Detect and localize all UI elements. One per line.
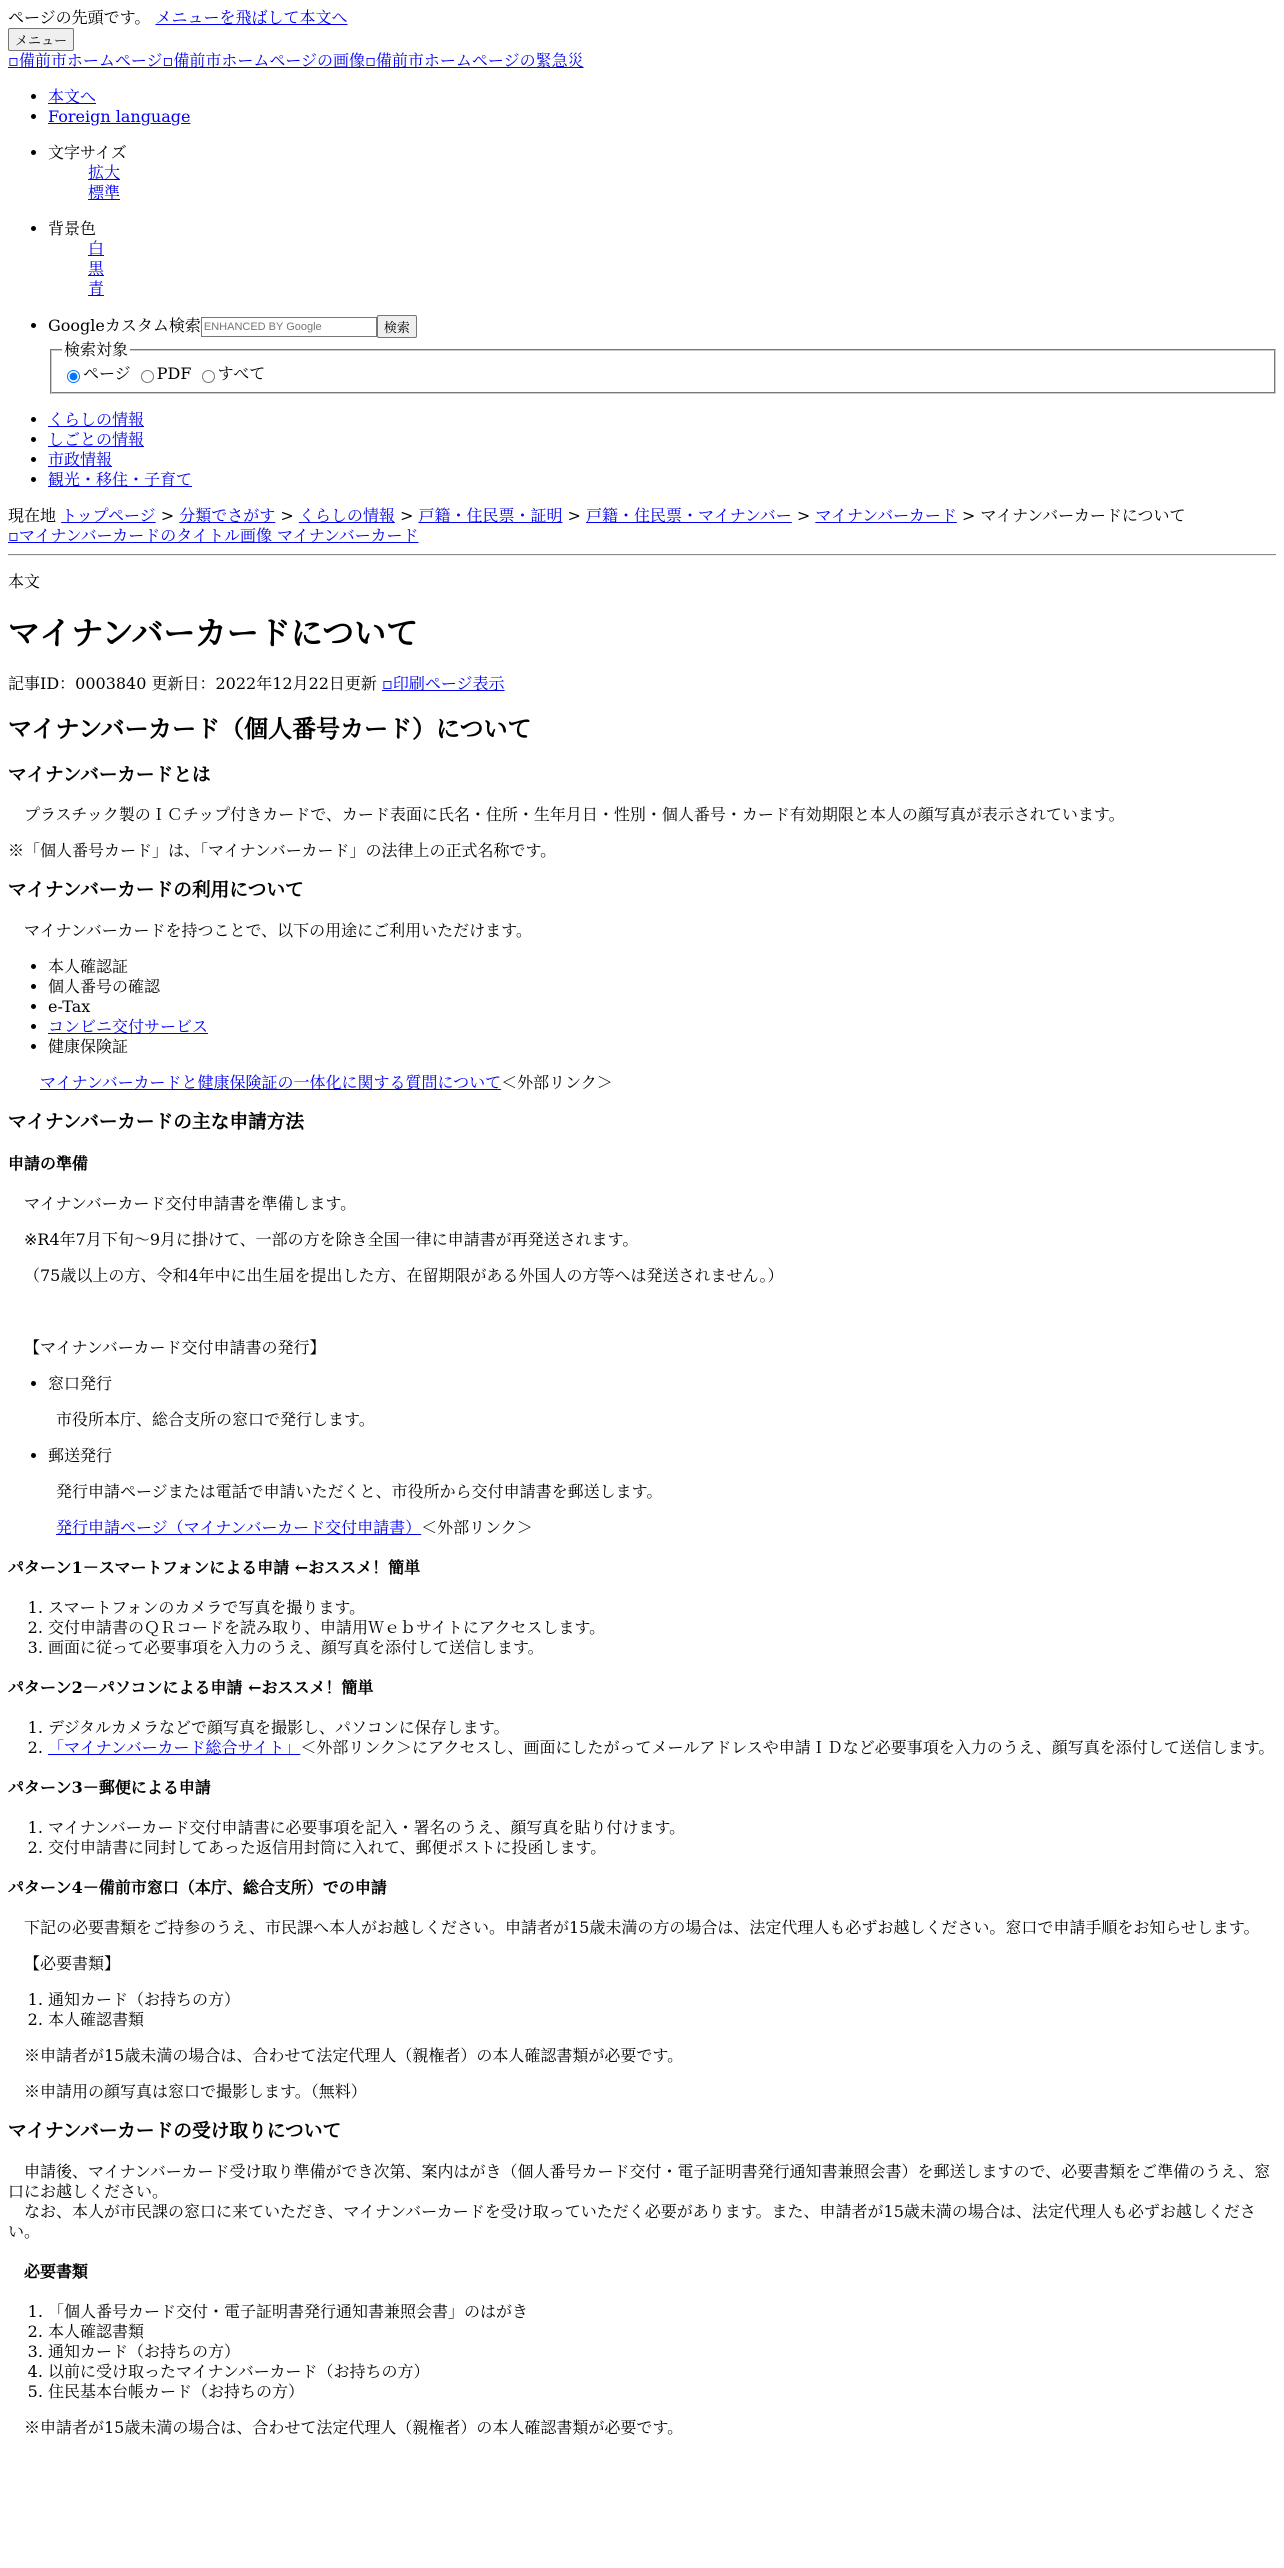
- list-item: • 郵送発行: [48, 1446, 1276, 1466]
- list-item: • 健康保険証: [48, 1037, 1276, 1057]
- list-item: 1. 「個人番号カード交付・電子証明書発行通知書兼照会書」のはがき: [48, 2302, 1276, 2322]
- list-item: 1. スマートフォンのカメラで写真を撮ります。: [48, 1598, 1276, 1618]
- pattern-1-steps: [8, 1598, 1276, 1658]
- pattern-2-steps: [8, 1718, 1276, 1758]
- section-title-mynumber: マイナンバーカード（個人番号カード）について: [8, 714, 532, 743]
- pattern-4-note-2: ※申請用の顔写真は窓口で撮影します。（無料）: [24, 2082, 367, 2102]
- breadcrumb-category[interactable]: 分類でさがす: [179, 506, 276, 525]
- issue-mail-text: 発行申請ページまたは電話で申請いただくと、市役所から交付申請書を郵送します。: [56, 1482, 663, 1502]
- bg-color-label: 背景色: [48, 219, 97, 238]
- what-is-text: プラスチック製のＩＣチップ付きカードで、カード表面に氏名・住所・生年月日・性別・個人番号・カード有効期限と本人の顔写真が表示されています。: [24, 805, 1125, 825]
- nav-tourism[interactable]: 観光・移住・子育て: [48, 470, 193, 489]
- nav-city-info[interactable]: 市政情報: [48, 450, 113, 469]
- breadcrumb: 現在地 トップページ > 分類でさがす > くらしの情報 > 戸籍・住民票・証明 > 戸籍・住民票・マイナンバー > マイナンバーカード > マイナンバーカードについて: [8, 506, 1186, 525]
- prep-text-3: （75歳以上の方、令和4年中に出生届を提出した方、在留期限がある外国人の方等へは発送されません。）: [24, 1266, 784, 1286]
- health-insurance-faq: マイナンバーカードと健康保険証の一体化に関する質問について＜外部リンク＞: [40, 1072, 613, 1092]
- broken-image-icon: ▫: [162, 51, 174, 70]
- spacer: [8, 1302, 1276, 1322]
- heading-what-is: マイナンバーカードとは: [8, 764, 211, 786]
- what-is-note: ※「個人番号カード」は、「マイナンバーカード」の法律上の正式名称です。: [8, 841, 557, 861]
- list-item: • 窓口発行: [48, 1374, 1276, 1394]
- usage-intro: マイナンバーカードを持つことで、以下の用途にご利用いただけます。: [24, 920, 532, 940]
- search-scope-legend: 検索対象: [64, 340, 129, 359]
- page-top-notice: ページの先頭です。: [8, 8, 151, 27]
- font-enlarge-link[interactable]: 拡大: [88, 163, 121, 182]
- bg-blue-link[interactable]: 青: [88, 279, 105, 298]
- scope-pdf-radio[interactable]: [141, 370, 154, 383]
- pattern-4-docs-heading: 【必要書類】: [24, 1954, 121, 1974]
- scope-all-radio[interactable]: [202, 370, 215, 383]
- article-meta: 記事ID：0003840 更新日：2022年12月22日更新 ▫印刷ページ表示: [8, 674, 505, 693]
- search-scope: 検索対象 ページ PDF すべて: [50, 340, 1276, 394]
- receive-docs-heading: 必要書類: [24, 2261, 89, 2281]
- heading-prep: 申請の準備: [8, 1154, 89, 1174]
- page-title: マイナンバーカードについて: [8, 614, 419, 652]
- nav-living[interactable]: くらしの情報: [48, 410, 145, 429]
- list-item: 2. 本人確認書類: [48, 2322, 1276, 2342]
- list-item: 2. 本人確認書類: [48, 2010, 1276, 2030]
- receive-text: 申請後、マイナンバーカード受け取り準備ができ次第、案内はがき（個人番号カード交付・電子証明書発行通知書兼照会書）を郵送しますので、必要書類をご準備のうえ、窓口にお越しください。 なお、本人が市民課の窓口に来ていただき、マイナンバーカードを受け取っていただく必要があります。また、申請者が15歳未満の場合は、法定代理人も必ずお越しください。: [8, 2161, 1271, 2241]
- list-item: 3. 画面に従って必要事項を入力のうえ、顔写真を添付して送信します。: [48, 1638, 1276, 1658]
- bg-color-controls: [8, 219, 1276, 299]
- breadcrumb-mynumber-card[interactable]: マイナンバーカード: [815, 506, 957, 525]
- pattern-3-steps: [8, 1818, 1276, 1858]
- mynumber-portal-link[interactable]: 「マイナンバーカード総合サイト」: [48, 1738, 301, 1758]
- emergency-banner-link[interactable]: ▫備前市ホームページの緊急災: [365, 51, 584, 70]
- receive-note: ※申請者が15歳未満の場合は、合わせて法定代理人（親権者）の本人確認書類が必要です。: [24, 2417, 684, 2437]
- divider: [8, 554, 1276, 556]
- skip-bar: [8, 8, 1276, 28]
- menu-button[interactable]: メニュー: [8, 28, 74, 51]
- skip-to-content-link[interactable]: メニューを飛ばして本文へ: [155, 8, 348, 27]
- banner-row: [8, 51, 1276, 71]
- prep-text-1: マイナンバーカード交付申請書を準備します。: [24, 1194, 357, 1214]
- broken-image-icon: ▫: [8, 51, 19, 70]
- issue-mail: [8, 1446, 1276, 1466]
- prep-text-2: ※R4年7月下旬～9月に掛けて、一部の方を除き全国一律に申請書が再発送されます。: [24, 1230, 639, 1250]
- breadcrumb-mynumber-register[interactable]: 戸籍・住民票・マイナンバー: [586, 506, 792, 525]
- issue-window-text: 市役所本庁、総合支所の窓口で発行します。: [56, 1410, 375, 1430]
- title-image-link[interactable]: ▫マイナンバーカードのタイトル画像 マイナンバーカード: [8, 526, 419, 545]
- list-item: 1. デジタルカメラなどで顔写真を撮影し、パソコンに保存します。: [48, 1718, 1276, 1738]
- list-item: 1. 通知カード（お持ちの方）: [48, 1990, 1276, 2010]
- convenience-store-link[interactable]: コンビニ交付サービス: [48, 1016, 209, 1036]
- nav-work[interactable]: しごとの情報: [48, 430, 145, 449]
- print-page-link[interactable]: ▫印刷ページ表示: [382, 674, 505, 693]
- breadcrumb-current: マイナンバーカードについて: [980, 506, 1186, 525]
- site-search: [8, 315, 1276, 338]
- font-standard-link[interactable]: 標準: [88, 183, 121, 202]
- list-item: 2. 「マイナンバーカード総合サイト」＜外部リンク＞にアクセスし、画面にしたがってメールアドレスや申請ＩＤなど必要事項を入力のうえ、顔写真を添付して送信します。: [48, 1738, 1276, 1758]
- list-item: • 個人番号の確認: [48, 977, 1276, 997]
- heading-usage: マイナンバーカードの利用について: [8, 879, 304, 902]
- list-item: • e-Tax: [48, 997, 1276, 1017]
- bg-black-link[interactable]: 黒: [88, 259, 105, 278]
- pattern-4-text: 下記の必要書類をご持参のうえ、市民課へ本人がお越しください。申請者が15歳未満の方の場合は、法定代理人も必ずお越しください。窓口で申請手順をお知らせします。: [24, 1918, 1260, 1938]
- issue-request-link[interactable]: 発行申請ページ（マイナンバーカード交付申請書）: [56, 1518, 422, 1538]
- global-nav: [8, 410, 1276, 490]
- heading-receive: マイナンバーカードの受け取りについて: [8, 2120, 342, 2143]
- list-item: 4. 以前に受け取ったマイナンバーカード（お持ちの方）: [48, 2362, 1276, 2382]
- list-item: 1. マイナンバーカード交付申請書に必要事項を記入・署名のうえ、顔写真を貼り付けます。: [48, 1818, 1276, 1838]
- heading-pattern-4: パターン4－備前市窓口（本庁、総合支所）での申請: [8, 1878, 387, 1898]
- title-image-row: [8, 526, 1276, 546]
- health-insurance-faq-link[interactable]: マイナンバーカードと健康保険証の一体化に関する質問について: [40, 1072, 502, 1092]
- breadcrumb-family-register[interactable]: 戸籍・住民票・証明: [418, 506, 563, 525]
- search-label: Googleカスタム検索: [48, 316, 201, 335]
- home-image-link[interactable]: ▫備前市ホームページの画像: [162, 51, 366, 70]
- foreign-language-link[interactable]: Foreign language: [48, 107, 191, 126]
- search-input[interactable]: [201, 317, 377, 337]
- list-item: 2. 交付申請書に同封してあった返信用封筒に入れて、郵便ポストに投函します。: [48, 1838, 1276, 1858]
- breadcrumb-living[interactable]: くらしの情報: [298, 506, 395, 525]
- to-content-link[interactable]: 本文へ: [48, 87, 97, 106]
- font-size-label: 文字サイズ: [48, 143, 127, 162]
- issue-window: [8, 1374, 1276, 1394]
- scope-page-radio[interactable]: [67, 370, 80, 383]
- receive-docs: [8, 2302, 1276, 2402]
- bg-white-link[interactable]: 白: [88, 239, 105, 258]
- list-item: 5. 住民基本台帳カード（お持ちの方）: [48, 2382, 1276, 2402]
- heading-pattern-2: パターン2－パソコンによる申請 ←おススメ！簡単: [8, 1678, 374, 1698]
- pattern-4-note-1: ※申請者が15歳未満の場合は、合わせて法定代理人（親権者）の本人確認書類が必要です。: [24, 2046, 684, 2066]
- list-item: • 本人確認証: [48, 957, 1276, 977]
- list-item: 2. 交付申請書のＱＲコードを読み取り、申請用Ｗｅｂサイトにアクセスします。: [48, 1618, 1276, 1638]
- search-button[interactable]: 検索: [377, 315, 417, 338]
- issue-mail-link-row: 発行申請ページ（マイナンバーカード交付申請書）＜外部リンク＞: [56, 1518, 533, 1538]
- breadcrumb-top[interactable]: トップページ: [61, 506, 156, 525]
- heading-apply: マイナンバーカードの主な申請方法: [8, 1110, 305, 1133]
- usage-list: [8, 957, 1276, 1057]
- quick-links: [8, 87, 1276, 127]
- print-icon: ▫: [382, 674, 393, 693]
- broken-image-icon: ▫: [8, 526, 19, 545]
- main-label: 本文: [8, 572, 41, 591]
- heading-pattern-1: パターン1－スマートフォンによる申請 ←おススメ！簡単: [8, 1558, 421, 1578]
- list-item: 3. 通知カード（お持ちの方）: [48, 2342, 1276, 2362]
- broken-image-icon: ▫: [365, 51, 376, 70]
- home-logo-link[interactable]: ▫備前市ホームページ: [8, 51, 163, 70]
- issue-heading: 【マイナンバーカード交付申請書の発行】: [24, 1338, 326, 1358]
- heading-pattern-3: パターン3－郵便による申請: [8, 1778, 211, 1798]
- font-size-controls: [8, 143, 1276, 203]
- pattern-4-docs: [8, 1990, 1276, 2030]
